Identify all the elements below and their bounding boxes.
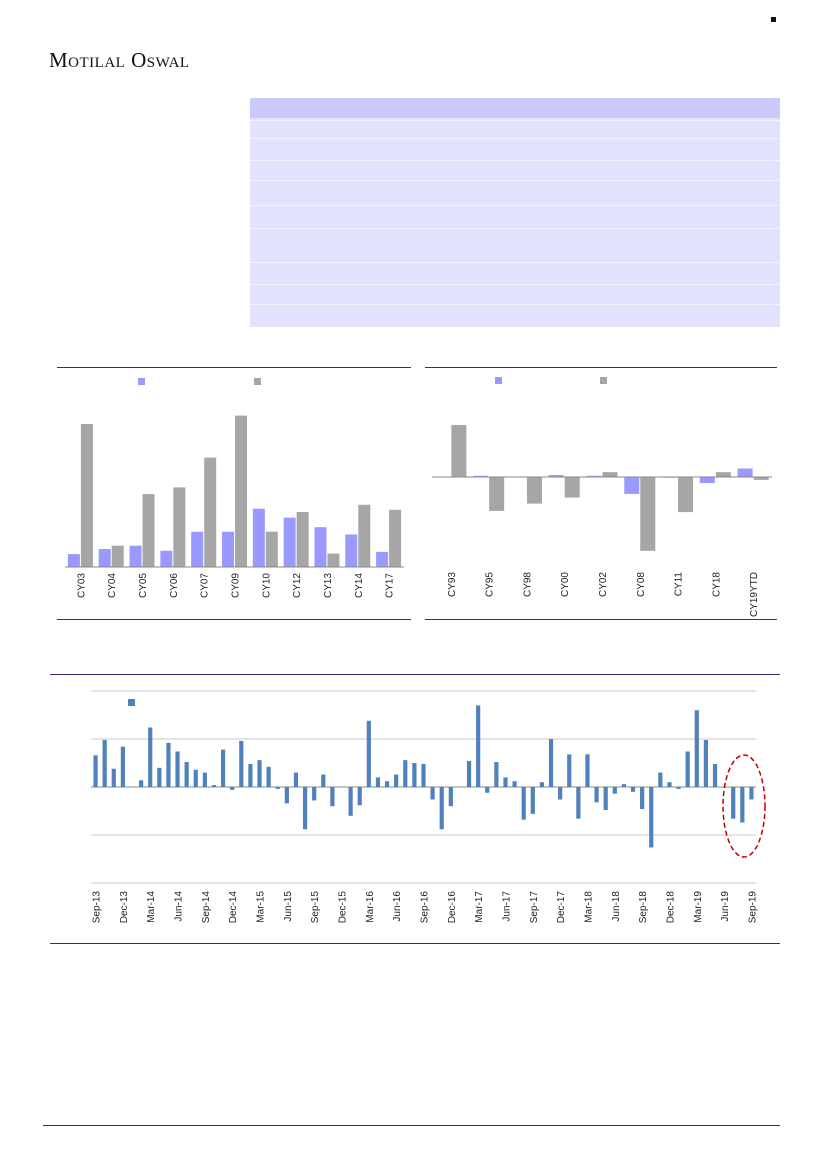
x-tick-label: Dec-17 xyxy=(556,891,568,924)
x-tick-label: CY03 xyxy=(76,573,88,599)
bar xyxy=(522,787,526,820)
bar xyxy=(604,787,608,810)
x-tick-label: Jun-18 xyxy=(610,891,622,922)
bar xyxy=(494,762,498,787)
bar xyxy=(531,787,535,814)
x-tick-label: CY18 xyxy=(711,572,723,598)
bar xyxy=(276,787,280,789)
bar xyxy=(239,741,243,787)
x-tick-label: Sep-19 xyxy=(747,891,759,924)
bar xyxy=(640,787,644,809)
x-tick-label: Sep-15 xyxy=(310,891,322,924)
bar xyxy=(139,780,143,787)
x-tick-label: Mar-19 xyxy=(692,891,704,923)
x-tick-label: CY05 xyxy=(138,573,150,599)
bar xyxy=(376,777,380,787)
bar xyxy=(512,781,516,787)
bar xyxy=(631,787,635,792)
bar xyxy=(385,781,389,787)
bar xyxy=(330,787,334,806)
bar xyxy=(658,773,662,787)
x-tick-label: Mar-15 xyxy=(255,891,267,923)
bar xyxy=(321,775,325,787)
bar xyxy=(440,787,444,829)
x-tick-label: Sep-17 xyxy=(528,891,540,924)
bar xyxy=(103,740,107,787)
x-tick-label: CY07 xyxy=(199,573,211,599)
bar xyxy=(649,787,653,847)
bar xyxy=(230,787,234,790)
x-tick-label: Sep-14 xyxy=(200,891,212,924)
bar xyxy=(121,747,125,787)
x-tick-label: CY14 xyxy=(353,573,365,599)
bar xyxy=(749,787,753,799)
x-tick-label: Dec-14 xyxy=(228,891,240,924)
x-tick-label: Dec-16 xyxy=(446,891,458,924)
bar xyxy=(148,727,152,787)
bar xyxy=(166,743,170,787)
legend-swatch xyxy=(128,699,135,706)
bar xyxy=(485,787,489,793)
bar xyxy=(312,787,316,800)
bar xyxy=(594,787,598,802)
bar xyxy=(257,760,261,787)
bar xyxy=(412,763,416,787)
x-tick-label: Jun-17 xyxy=(501,891,513,922)
bar xyxy=(157,768,161,787)
bar xyxy=(731,787,735,819)
x-tick-label: CY12 xyxy=(292,573,304,599)
bar xyxy=(303,787,307,829)
x-tick-label: CY93 xyxy=(446,572,458,598)
footer-rule xyxy=(43,1125,780,1126)
x-tick-label: Jun-15 xyxy=(282,891,294,922)
x-tick-label: Sep-16 xyxy=(419,891,431,924)
x-tick-label: CY08 xyxy=(635,572,647,598)
bar xyxy=(558,787,562,799)
bar xyxy=(175,751,179,787)
x-tick-label: CY13 xyxy=(322,573,334,599)
x-tick-label: CY04 xyxy=(107,573,119,599)
x-tick-label: Mar-17 xyxy=(474,891,486,923)
bar xyxy=(421,764,425,787)
bar xyxy=(358,787,362,805)
x-tick-label: Sep-13 xyxy=(91,891,103,924)
bar xyxy=(567,754,571,787)
bar xyxy=(585,754,589,787)
bar xyxy=(622,784,626,787)
x-tick-label: Dec-15 xyxy=(337,891,349,924)
bar xyxy=(686,751,690,787)
bar xyxy=(540,782,544,787)
bar xyxy=(704,740,708,787)
x-tick-label: CY95 xyxy=(484,572,496,598)
x-tick-label: Jun-19 xyxy=(720,891,732,922)
bar xyxy=(93,755,97,787)
bar xyxy=(194,770,198,787)
x-tick-label: CY17 xyxy=(384,573,396,599)
brand-logo-text: Motilal Oswal xyxy=(49,48,190,72)
x-tick-label: Jun-16 xyxy=(392,891,404,922)
bar xyxy=(667,782,671,787)
bar xyxy=(740,787,744,823)
bar xyxy=(203,773,207,787)
bar xyxy=(576,787,580,819)
bar xyxy=(713,764,717,787)
x-tick-label: CY09 xyxy=(230,573,242,599)
bar xyxy=(431,787,435,799)
x-tick-label: CY11 xyxy=(673,572,685,597)
x-tick-label: CY06 xyxy=(168,573,180,599)
x-tick-label: Sep-18 xyxy=(638,891,650,924)
x-tick-label: Dec-13 xyxy=(118,891,130,924)
bar xyxy=(476,705,480,787)
x-tick-label: Jun-14 xyxy=(173,891,185,922)
bar xyxy=(676,787,680,789)
bar xyxy=(503,777,507,787)
bar xyxy=(112,769,116,787)
bar xyxy=(695,710,699,787)
bar xyxy=(467,761,471,787)
bar xyxy=(349,787,353,816)
bar xyxy=(394,775,398,787)
bar xyxy=(367,721,371,787)
bar xyxy=(549,739,553,787)
bar xyxy=(403,760,407,787)
x-tick-label: Mar-14 xyxy=(146,891,158,923)
x-tick-label: Dec-18 xyxy=(665,891,677,924)
bar xyxy=(449,787,453,806)
bar xyxy=(613,787,617,794)
bar xyxy=(185,762,189,787)
bar xyxy=(221,750,225,787)
bar xyxy=(248,764,252,787)
x-tick-label: Mar-18 xyxy=(583,891,595,923)
x-tick-label: CY10 xyxy=(261,573,273,599)
x-tick-label: Mar-16 xyxy=(364,891,376,923)
bar xyxy=(267,767,271,787)
bar xyxy=(212,785,216,787)
x-tick-label: CY02 xyxy=(598,572,609,598)
bar xyxy=(285,787,289,803)
bar xyxy=(294,773,298,787)
x-tick-label: CY98 xyxy=(522,572,534,598)
x-tick-label: CY19YTD xyxy=(749,572,761,618)
x-tick-label: CY00 xyxy=(560,572,572,598)
